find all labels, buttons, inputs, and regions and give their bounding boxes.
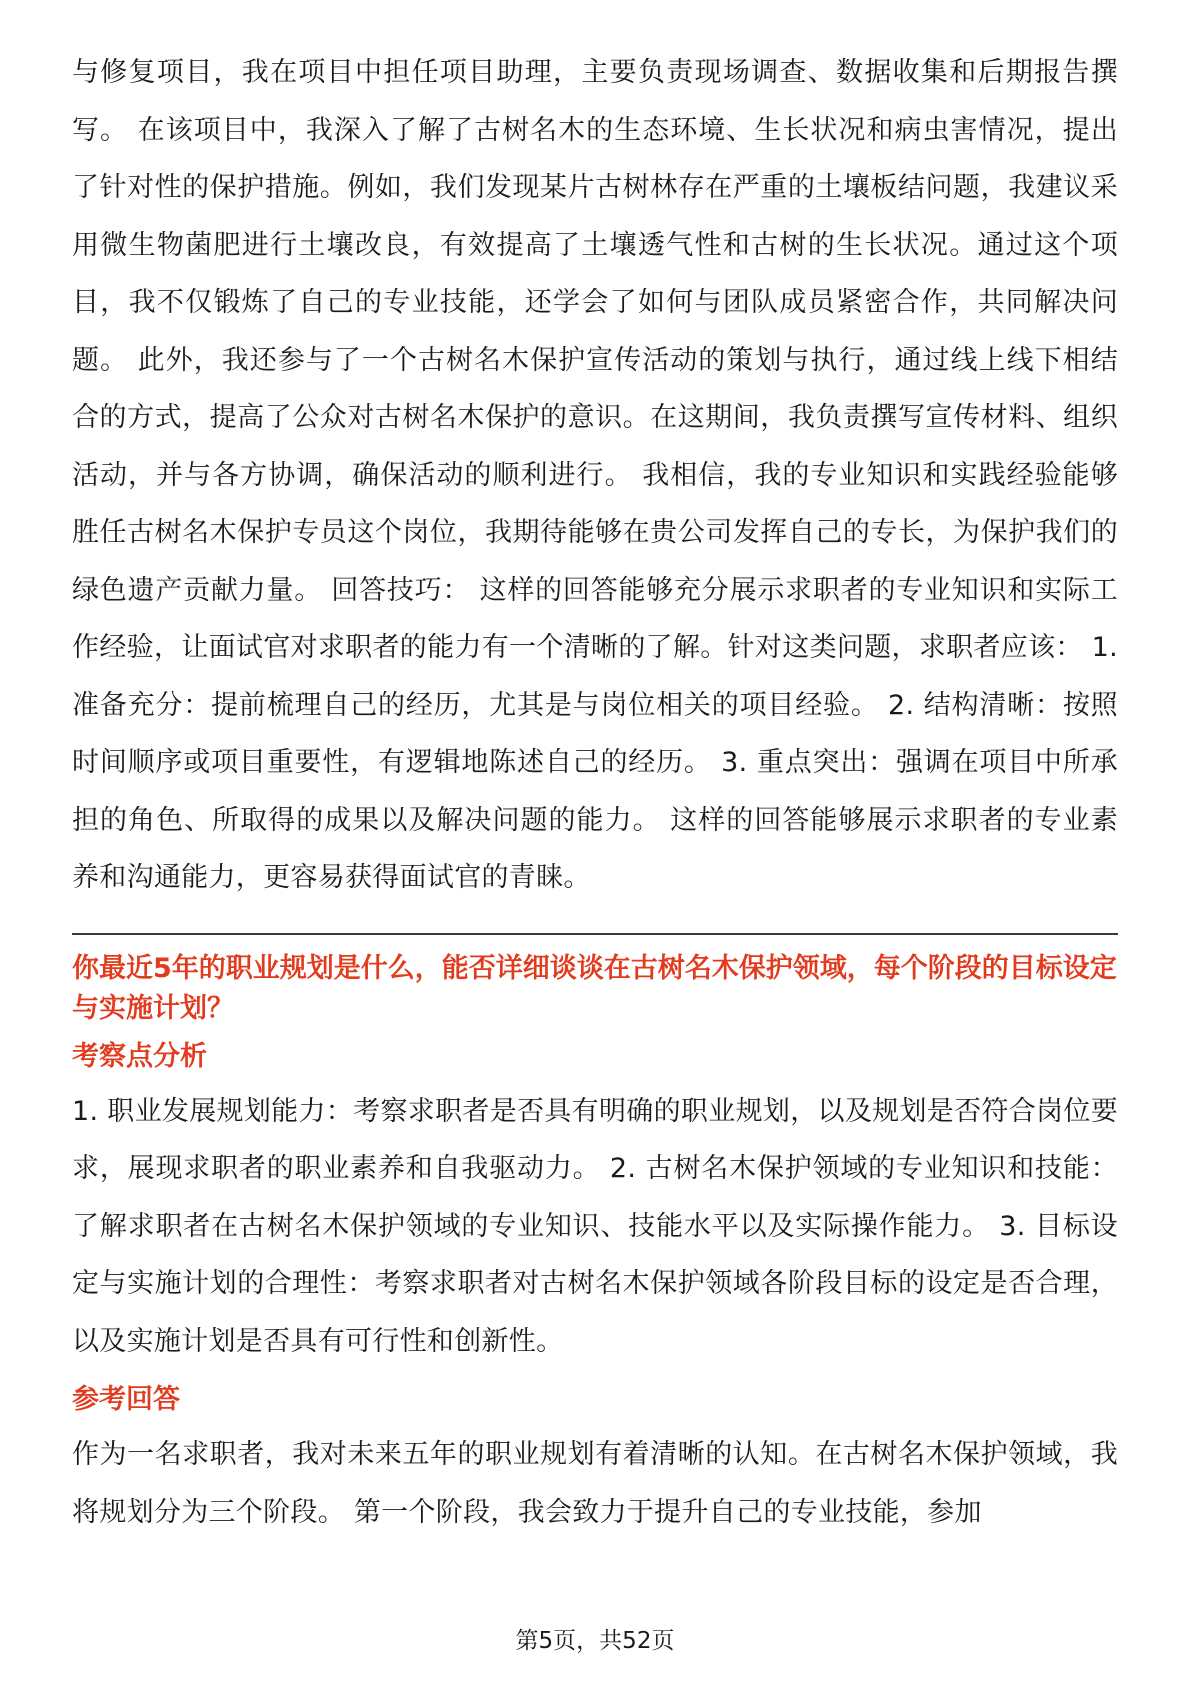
page-number: 第5页，共52页	[515, 1628, 675, 1654]
answer-continuation-paragraph: 与修复项目，我在项目中担任项目助理，主要负责现场调查、数据收集和后期报告撰写。 在该项目中，我深入了解了古树名木的生态环境、生长状况和病虫害情况，提出了针对性的保护措施。例如，我们发现某片古树林存在严重的土壤板结问题，我建议采用微生物菌肥进行土壤改良，有效提高了土壤透气性和古树的生长状况。通过这个项目，我不仅锻炼了自己的专业技能，还学会了如何与团队成员紧密合作，共同解决问题。 此外，我还参与了一个古树名木保护宣传活动的策划与执行，通过线上线下相结合的方式，提高了公众对古树名木保护的意识。在这期间，我负责撰写宣传材料、组织活动，并与各方协调，确保活动的顺利进行。 我相信，我的专业知识和实践经验能够胜任古树名木保护专员这个岗位，我期待能够在贵公司发挥自己的专长，为保护我们的绿色遗产贡献力量。 回答技巧： 这样的回答能够充分展示求职者的专业知识和实际工作经验，让面试官对求职者的能力有一个清晰的了解。针对这类问题，求职者应该： 1. 准备充分：提前梳理自己的经历，尤其是与岗位相关的项目经验。 2. 结构清晰：按照时间顺序或项目重要性，有逻辑地陈述自己的经历。 3. 重点突出：强调在项目中所承担的角色、所取得的成果以及解决问题的能力。 这样的回答能够展示求职者的专业素养和沟通能力，更容易获得面试官的青睐。	[72, 57, 1118, 893]
analysis-paragraph: 1. 职业发展规划能力：考察求职者是否具有明确的职业规划，以及规划是否符合岗位要求，展现求职者的职业素养和自我驱动力。 2. 古树名木保护领域的专业知识和技能：了解求职者在古树名木保护领域的专业知识、技能水平以及实际操作能力。 3. 目标设定与实施计划的合理性：考察求职者对古树名木保护领域各阶段目标的设定是否合理，以及实施计划是否具有可行性和创新性。	[72, 1095, 1118, 1357]
interview-question: 你最近5年的职业规划是什么，能否详细谈谈在古树名木保护领域，每个阶段的目标设定与实施计划？	[72, 952, 1117, 1024]
reference-answer-paragraph: 作为一名求职者，我对未来五年的职业规划有着清晰的认知。在古树名木保护领域，我将规划分为三个阶段。 第一个阶段，我会致力于提升自己的专业技能，参加	[72, 1439, 1118, 1528]
page-content	[72, 44, 1118, 1541]
reference-answer-heading: 参考回答	[72, 1384, 180, 1415]
section-divider	[72, 933, 1118, 935]
analysis-heading: 考察点分析	[72, 1040, 207, 1072]
